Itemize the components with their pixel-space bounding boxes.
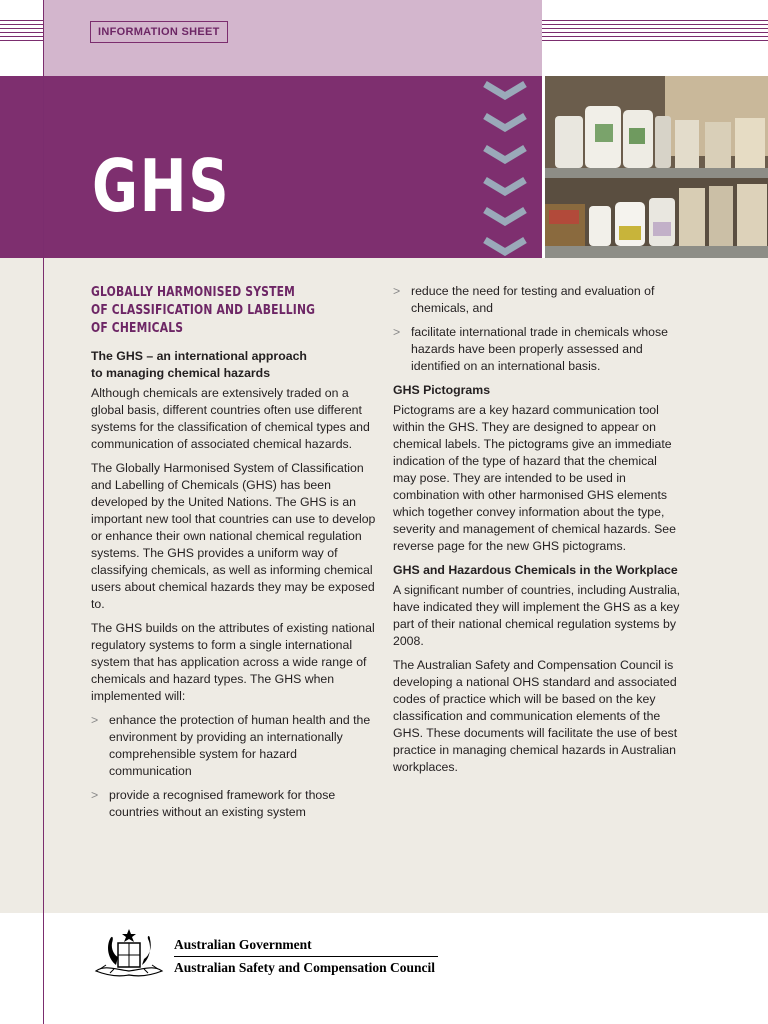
- list-item: > facilitate international trade in chemicals whose hazards have been properly assessed and identified on an international basis.: [393, 325, 669, 373]
- subheading: The GHS – an international approach to managing chemical hazards: [91, 349, 307, 380]
- paragraph-workplace-1: A significant number of countries, including Australia, have indicated they will implement the GHS as a key part of their national chemical regulation systems by 2008.: [393, 583, 681, 648]
- council-name: Australian Safety and Compensation Council: [174, 960, 436, 975]
- list-item: > reduce the need for testing and evaluation of chemicals, and: [393, 284, 655, 315]
- chemical-shelf-photo: [545, 76, 768, 258]
- footer: [0, 913, 768, 1024]
- left-column: [91, 284, 376, 828]
- list-item: > enhance the protection of human health and the environment by providing an internationally comprehensible system for hazard communication: [91, 713, 371, 778]
- government-name: Australian Government: [174, 937, 312, 952]
- chevron-down-icon: [481, 80, 529, 100]
- benefit-list: [91, 712, 376, 821]
- footer-divider: [174, 956, 438, 957]
- margin-rule: [43, 0, 44, 1024]
- list-item: > provide a recognised framework for those countries without an existing system: [91, 788, 336, 819]
- chevron-down-icon: [481, 176, 529, 196]
- pictograms-heading: GHS Pictograms: [393, 383, 491, 397]
- information-sheet-tag: INFORMATION SHEET: [90, 21, 228, 43]
- coat-of-arms-logo: [90, 925, 168, 981]
- workplace-heading: GHS and Hazardous Chemicals in the Workplace: [393, 563, 678, 577]
- chevron-down-icon: [481, 112, 529, 132]
- section-heading: GLOBALLY HARMONISED SYSTEM OF CLASSIFICATION AND LABELLING OF CHEMICALS: [91, 285, 316, 336]
- benefit-list-continued: [393, 283, 683, 375]
- content-area: [0, 258, 768, 913]
- chevron-down-icon: [481, 206, 529, 226]
- paragraph-ghs-developed: The Globally Harmonised System of Classification and Labelling of Chemicals (GHS) has been developed by the United Nations. The GHS is an important new tool that countries can use to develop or enhance their own national chemical regulation systems. The GHS provides a uniform way of classifying chemicals, as well as informing chemical users about chemical hazards they may be exposed to.: [91, 461, 376, 611]
- paragraph-intro: Although chemicals are extensively traded on a global basis, different countries often use different systems for the classification of chemical types and communication of associated chemical hazards.: [91, 386, 370, 451]
- paragraph-ghs-builds: The GHS builds on the attributes of existing national regulatory systems to form a single international system that has application across a wide range of chemicals and hazard types. The GHS when implemented will:: [91, 621, 375, 703]
- chevron-down-icon: [481, 236, 529, 256]
- title-banner: [0, 76, 542, 258]
- page-title: GHS: [92, 144, 231, 228]
- right-column: [393, 283, 683, 783]
- chevron-down-icon: [481, 144, 529, 164]
- paragraph-workplace-2: The Australian Safety and Compensation Council is developing a national OHS standard and associated codes of practice which will be based on the key classification and communication elements of the GHS. These documents will facilitate the use of best practice in managing chemical hazards in Australian workplaces.: [393, 658, 678, 774]
- paragraph-pictograms: Pictograms are a key hazard communication tool within the GHS. They are designed to appear on chemical labels. The pictograms give an immediate indication of the type of hazard that the chemical may pose. They are intended to be used in combination with other harmonised GHS elements which together convey information about the type, severity and management of chemical hazards. See reverse page for the new GHS pictograms.: [393, 403, 676, 553]
